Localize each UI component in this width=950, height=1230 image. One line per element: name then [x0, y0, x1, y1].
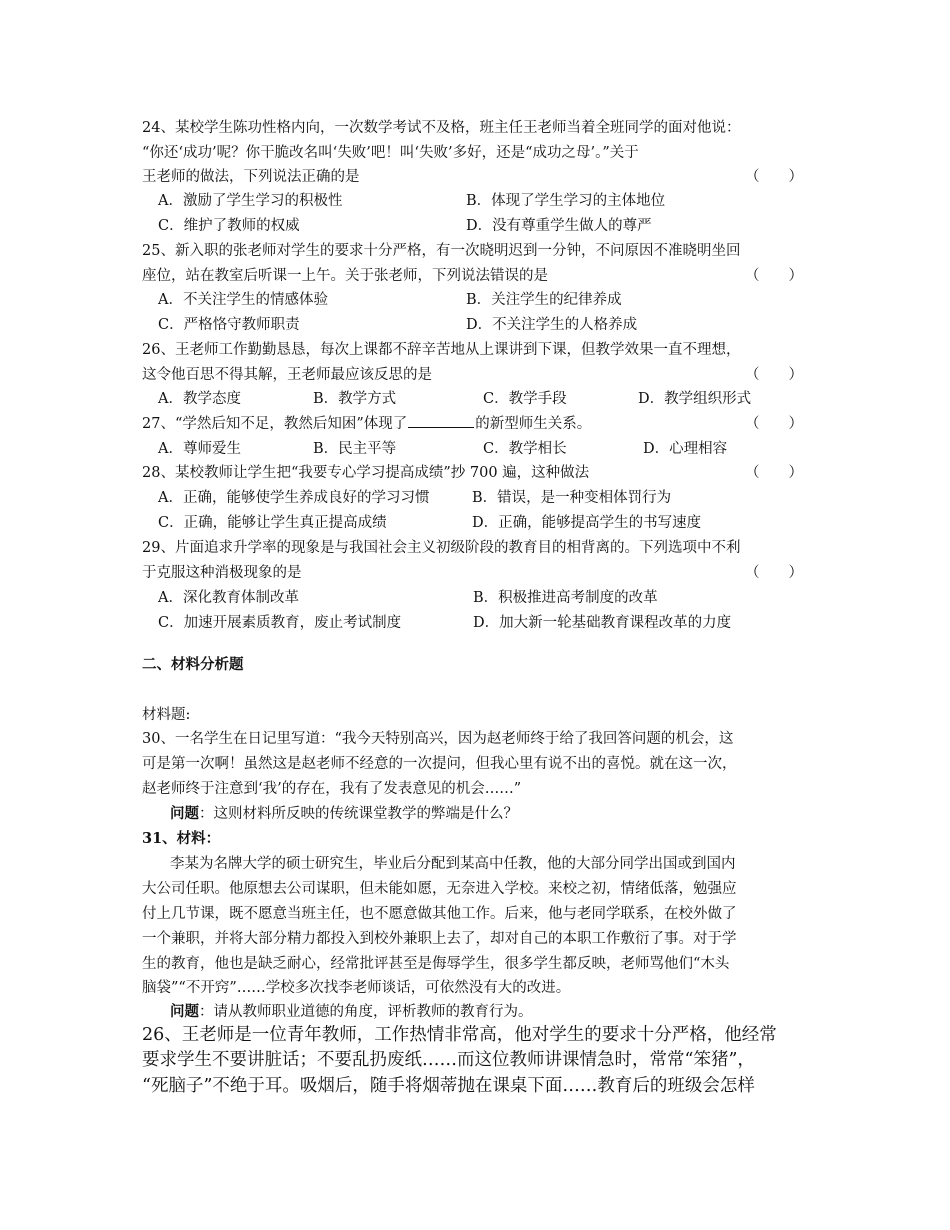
q24-line-2: “你还‘成功’呢？你干脆改名叫‘失败’吧！叫‘失败’多好，还是“成功之母’。”关于 — [142, 145, 639, 161]
q31-line-4: 一个兼职，并将大部分精力都投入到校外兼职上去了，却对自己的本职工作敷衍了事。对于学 — [142, 931, 737, 947]
q27-option-b: B．民主平等 — [313, 441, 397, 457]
q27-fill-blank[interactable] — [408, 413, 474, 428]
q28-option-b: B．错误，是一种变相体罚行为 — [472, 490, 672, 506]
q31-line-3: 付上几节课，既不愿意当班主任，也不愿意做其他工作。后来，他与老同学联系，在校外做了 — [142, 906, 737, 922]
q28-line — [142, 462, 803, 484]
q27-text-after: 的新型师生关系。 — [475, 416, 592, 432]
q26-option-d: D．教学组织形式 — [638, 391, 752, 407]
q26-answer-bracket: （ ） — [745, 367, 803, 383]
q25-option-c: C．严格恪守教师职责 — [158, 317, 300, 333]
q25-option-a: A．不关注学生的情感体验 — [158, 292, 328, 308]
q31-title: 31、材料： — [142, 830, 221, 847]
q26-line-1: 26、王老师工作勤勤恳恳，每次上课都不辞辛苦地从上课讲到下课，但教学效果一直不理想， — [142, 342, 741, 358]
q24-option-b: B．体现了学生学习的主体地位 — [466, 193, 666, 209]
q24-option-d: D．没有尊重学生做人的尊严 — [466, 218, 652, 234]
q28-option-d: D．正确，能够提高学生的书写速度 — [472, 515, 702, 531]
q24-line-3 — [142, 166, 803, 188]
q27-option-d: D．心理相容 — [643, 441, 728, 457]
q29-answer-bracket: （ ） — [745, 565, 803, 581]
q31-question-label: 问题 — [170, 1003, 199, 1020]
q24-option-c: C．维护了教师的权威 — [158, 218, 300, 234]
section-2-title: 二、材料分析题 — [142, 657, 244, 673]
q29-line-2-text: 于克服这种消极现象的是 — [142, 565, 302, 581]
q30-question-label: 问题 — [170, 805, 199, 822]
q26b-line-2: 要求学生不要讲脏话；不要乱扔废纸……而这位教师讲课情急时，常常“笨猪”， — [142, 1050, 755, 1070]
q27-options-row — [158, 438, 728, 460]
q26-options-row — [158, 388, 752, 410]
q29-option-a: A．深化教育体制改革 — [158, 590, 299, 606]
q28-options-row-2 — [158, 512, 702, 534]
q26-line-2-text: 这令他百思不得其解，王老师最应该反思的是 — [142, 367, 432, 383]
q29-option-b: B．积极推进高考制度的改革 — [473, 590, 658, 606]
q26b-line-1: 26、王老师是一位青年教师，工作热情非常高，他对学生的要求十分严格，他经常 — [142, 1025, 777, 1045]
q24-options-row-2 — [158, 215, 652, 237]
q31-line-1: 李某为名牌大学的硕士研究生，毕业后分配到某高中任教，他的大部分同学出国或到国内 — [170, 856, 736, 872]
q27-answer-bracket: （ ） — [745, 416, 803, 432]
q31-line-2: 大公司任职。他原想去公司谋职，但未能如愿，无奈进入学校。来校之初，情绪低落，勉强应 — [142, 881, 737, 897]
q25-line-2-text: 座位，站在教室后听课一上午。关于张老师，下列说法错误的是 — [142, 268, 548, 284]
q26-line-2 — [142, 364, 803, 386]
q26b-line-3: “死脑子”不绝于耳。吸烟后，随手将烟蒂抛在课桌下面……教育后的班级会怎样 — [142, 1076, 755, 1096]
q31-question-text: ：请从教师职业道德的角度，评析教师的教育行为。 — [199, 1004, 533, 1020]
material-label: 材料题: — [142, 707, 191, 723]
q25-line-1: 25、新入职的张老师对学生的要求十分严格，有一次晓明迟到一分钟，不问原因不准晓明坐回 — [142, 243, 741, 259]
q30-line-3: 赵老师终于注意到‘我’的存在，我有了发表意见的机会……” — [142, 781, 522, 797]
q27-line — [142, 413, 803, 435]
q30-line-1: 30、一名学生在日记里写道：“我今天特别高兴，因为赵老师终于给了我回答问题的机会，这 — [142, 731, 734, 747]
q24-options-row-1 — [158, 190, 666, 212]
q29-options-row-1 — [158, 587, 658, 609]
q28-answer-bracket: （ ） — [745, 465, 803, 481]
q29-options-row-2 — [158, 612, 732, 634]
q26-option-b: B．教学方式 — [313, 391, 397, 407]
q25-options-row-1 — [158, 289, 622, 311]
q25-options-row-2 — [158, 314, 638, 336]
q30-question-text: ：这则材料所反映的传统课堂教学的弊端是什么？ — [199, 806, 518, 822]
q31-line-5: 生的教育，他也是缺乏耐心，经常批评甚至是侮辱学生，很多学生都反映，老师骂他们“木头 — [142, 956, 730, 972]
q26-option-a: A．教学态度 — [158, 391, 241, 407]
q25-answer-bracket: （ ） — [745, 268, 803, 284]
q28-line-text: 28、某校教师让学生把“我要专心学习提高成绩”抄 700 遍，这种做法 — [142, 465, 590, 481]
q24-option-a: A．激励了学生学习的积极性 — [158, 193, 343, 209]
q25-option-d: D．不关注学生的人格养成 — [466, 317, 638, 333]
q29-option-d: D．加大新一轮基础教育课程改革的力度 — [473, 615, 732, 631]
q27-text-before: 27、“学然后知不足，教然后知困”体现了 — [142, 416, 408, 432]
q29-line-2 — [142, 562, 803, 584]
q29-line-1: 29、片面追求升学率的现象是与我国社会主义初级阶段的教育目的相背离的。下列选项中不利 — [142, 540, 741, 556]
q24-answer-bracket: （ ） — [745, 169, 803, 185]
q31-line-6: 脑袋”“不开窍”……学校多次找李老师谈话，可依然没有大的改进。 — [142, 980, 571, 996]
q27-option-a: A．尊师爱生 — [158, 441, 241, 457]
q31-question — [170, 1001, 533, 1023]
q24-line-3-text: 王老师的做法，下列说法正确的是 — [142, 169, 360, 185]
q25-line-2 — [142, 265, 803, 287]
q24-line-1: 24、某校学生陈功性格内向，一次数学考试不及格，班主任王老师当着全班同学的面对他说： — [142, 120, 741, 136]
q28-option-c: C．正确，能够让学生真正提高成绩 — [158, 515, 387, 531]
q25-option-b: B．关注学生的纪律养成 — [466, 292, 622, 308]
q28-options-row-1 — [158, 487, 672, 509]
q27-option-c: C．教学相长 — [483, 441, 567, 457]
q26-option-c: C．教学手段 — [483, 391, 567, 407]
q30-line-2: 可是第一次啊！虽然这是赵老师不经意的一次提问，但我心里有说不出的喜悦。就在这一次， — [142, 756, 737, 772]
q29-option-c: C．加速开展素质教育，废止考试制度 — [158, 615, 402, 631]
q28-option-a: A．正确，能够使学生养成良好的学习习惯 — [158, 490, 430, 506]
q30-question — [170, 803, 518, 825]
